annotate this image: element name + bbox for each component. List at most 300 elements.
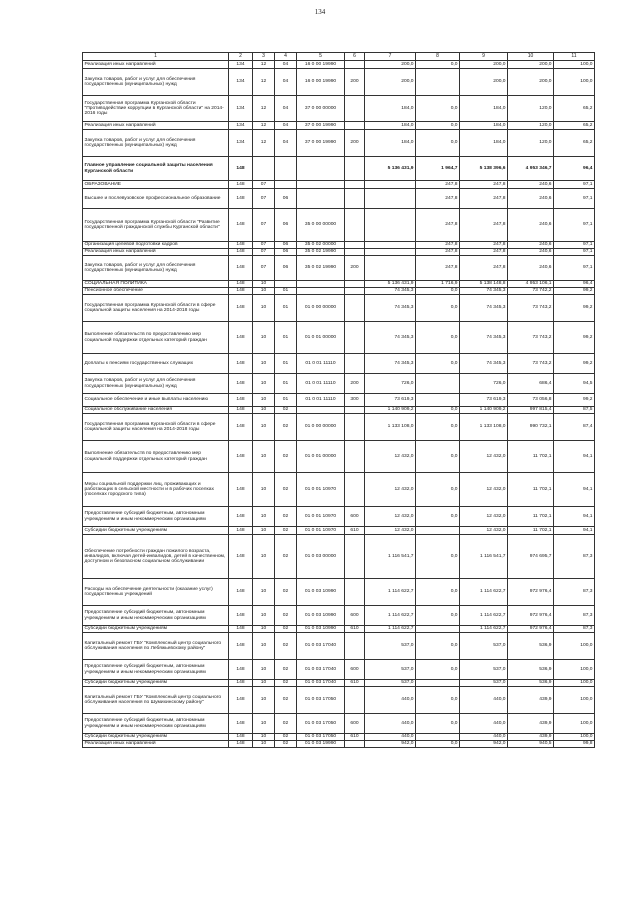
refined-cell: 440,0 xyxy=(460,714,508,734)
approved-cell: 1 116 541,7 xyxy=(365,535,416,579)
percent-cell: 87,3 xyxy=(554,626,595,633)
budget-table xyxy=(82,52,595,748)
section-cell: 10 xyxy=(253,407,275,414)
executed-cell: 4 953 346,7 xyxy=(508,157,554,181)
subsection-cell xyxy=(275,157,297,181)
executed-cell: 536,9 xyxy=(508,660,554,680)
change-cell: 0,0 xyxy=(416,741,460,748)
section-cell: 10 xyxy=(253,535,275,579)
row-name-cell: Государственная программа Курганской области в сфере социальной защиты населения на 2014-2018 годы xyxy=(83,295,229,322)
change-cell: 0,0 xyxy=(416,122,460,130)
table-row xyxy=(83,157,595,181)
executed-cell: 120,0 xyxy=(508,122,554,130)
percent-cell: 100,0 xyxy=(554,69,595,96)
subsection-cell: 01 xyxy=(275,295,297,322)
table-row xyxy=(83,680,595,687)
refined-cell: 74 345,3 xyxy=(460,354,508,374)
section-cell: 10 xyxy=(253,394,275,407)
expense-type-cell: 200 xyxy=(345,69,365,96)
row-name-cell: Реализация иных направлений xyxy=(83,61,229,69)
change-cell: 0,0 xyxy=(416,295,460,322)
section-cell: 07 xyxy=(253,189,275,209)
ministry-code-cell: 148 xyxy=(229,354,253,374)
percent-cell: 87,4 xyxy=(554,414,595,441)
expense-type-cell: 610 xyxy=(345,527,365,535)
table-row xyxy=(83,407,595,414)
expense-type-cell xyxy=(345,741,365,748)
target-article-cell: 01 0 01 00000 xyxy=(297,441,345,473)
section-cell: 10 xyxy=(253,281,275,288)
ministry-code-cell: 148 xyxy=(229,242,253,249)
row-name-cell: Расходы на обеспечение деятельности (оказание услуг) государственных учреждений xyxy=(83,579,229,606)
percent-cell: 97,1 xyxy=(554,181,595,189)
percent-cell: 100,0 xyxy=(554,61,595,69)
change-cell: 247,8 xyxy=(416,256,460,281)
section-cell: 12 xyxy=(253,96,275,122)
executed-cell: 240,6 xyxy=(508,181,554,189)
section-cell: 10 xyxy=(253,734,275,741)
expense-type-cell xyxy=(345,61,365,69)
section-cell xyxy=(253,157,275,181)
expense-type-cell: 600 xyxy=(345,507,365,527)
row-name-cell: Социальное обеспечение и иные выплаты населению xyxy=(83,394,229,407)
expense-type-cell: 600 xyxy=(345,606,365,626)
table-row xyxy=(83,281,595,288)
row-name-cell: Обеспечение потребности граждан пожилого возраста, инвалидов, включая детей-инвалидов, детей в качественном, доступном и безопасном социальном обслуживании xyxy=(83,535,229,579)
refined-cell: 440,0 xyxy=(460,687,508,714)
change-cell xyxy=(416,69,460,96)
table-row xyxy=(83,633,595,660)
expense-type-cell: 300 xyxy=(345,394,365,407)
target-article-cell: 01 0 03 17040 xyxy=(297,633,345,660)
refined-cell: 1 133 108,0 xyxy=(460,414,508,441)
row-name-cell: Выполнение обязательств по предоставлению мер социальной поддержки отдельных категорий граждан xyxy=(83,322,229,354)
refined-cell: 73 619,3 xyxy=(460,394,508,407)
target-article-cell: 01 0 01 11110 xyxy=(297,394,345,407)
row-name-cell: Реализация иных направлений xyxy=(83,122,229,130)
executed-cell: 972 976,4 xyxy=(508,626,554,633)
column-header: 2 xyxy=(229,53,253,61)
ministry-code-cell: 148 xyxy=(229,535,253,579)
percent-cell: 99,2 xyxy=(554,295,595,322)
column-header: 1 xyxy=(83,53,229,61)
target-article-cell: 01 0 03 17050 xyxy=(297,687,345,714)
approved-cell xyxy=(365,189,416,209)
target-article-cell xyxy=(297,189,345,209)
expense-type-cell xyxy=(345,281,365,288)
subsection-cell: 04 xyxy=(275,61,297,69)
target-article-cell xyxy=(297,181,345,189)
approved-cell: 537,0 xyxy=(365,633,416,660)
section-cell: 10 xyxy=(253,354,275,374)
approved-cell: 184,0 xyxy=(365,130,416,157)
target-article-cell: 37 0 00 19990 xyxy=(297,122,345,130)
expense-type-cell xyxy=(345,579,365,606)
percent-cell: 100,0 xyxy=(554,660,595,680)
section-cell: 07 xyxy=(253,209,275,242)
subsection-cell: 02 xyxy=(275,734,297,741)
refined-cell: 247,8 xyxy=(460,249,508,256)
percent-cell: 99,8 xyxy=(554,741,595,748)
row-name-cell: Социальное обслуживание населения xyxy=(83,407,229,414)
change-cell xyxy=(416,680,460,687)
section-cell: 12 xyxy=(253,69,275,96)
change-cell: 247,8 xyxy=(416,181,460,189)
target-article-cell xyxy=(297,407,345,414)
change-cell: 0,0 xyxy=(416,414,460,441)
approved-cell: 12 432,0 xyxy=(365,527,416,535)
column-header: 6 xyxy=(345,53,365,61)
percent-cell: 87,5 xyxy=(554,407,595,414)
table-row xyxy=(83,96,595,122)
expense-type-cell xyxy=(345,122,365,130)
ministry-code-cell: 148 xyxy=(229,687,253,714)
row-name-cell: Государственная программа Курганской области в сфере социальной защиты населения на 2014-2018 годы xyxy=(83,414,229,441)
subsection-cell: 02 xyxy=(275,527,297,535)
section-cell: 12 xyxy=(253,61,275,69)
expense-type-cell xyxy=(345,407,365,414)
target-article-cell: 01 0 00 00000 xyxy=(297,414,345,441)
expense-type-cell xyxy=(345,633,365,660)
row-name-cell: Высшее и послевузовское профессиональное образование xyxy=(83,189,229,209)
column-header: 4 xyxy=(275,53,297,61)
expense-type-cell xyxy=(345,354,365,374)
ministry-code-cell: 134 xyxy=(229,130,253,157)
executed-cell: 120,0 xyxy=(508,96,554,122)
subsection-cell: 01 xyxy=(275,394,297,407)
subsection-cell: 06 xyxy=(275,189,297,209)
subsection-cell: 01 xyxy=(275,322,297,354)
subsection-cell: 02 xyxy=(275,606,297,626)
refined-cell: 247,8 xyxy=(460,242,508,249)
percent-cell: 99,2 xyxy=(554,354,595,374)
target-article-cell: 01 0 03 10990 xyxy=(297,579,345,606)
row-name-cell: Капитальный ремонт ГБУ "Комплексный центр социального обслуживания населения по Лебяжьевскому району" xyxy=(83,633,229,660)
executed-cell: 974 695,7 xyxy=(508,535,554,579)
executed-cell: 200,0 xyxy=(508,69,554,96)
percent-cell: 94,5 xyxy=(554,374,595,394)
expense-type-cell xyxy=(345,181,365,189)
change-cell: 0,0 xyxy=(416,579,460,606)
table-row xyxy=(83,181,595,189)
section-cell: 10 xyxy=(253,579,275,606)
change-cell: 247,8 xyxy=(416,242,460,249)
executed-cell: 536,9 xyxy=(508,633,554,660)
subsection-cell: 01 xyxy=(275,374,297,394)
executed-cell: 686,4 xyxy=(508,374,554,394)
ministry-code-cell: 148 xyxy=(229,407,253,414)
executed-cell: 972 976,4 xyxy=(508,606,554,626)
approved-cell: 200,0 xyxy=(365,69,416,96)
approved-cell: 1 114 622,7 xyxy=(365,626,416,633)
subsection-cell: 02 xyxy=(275,680,297,687)
executed-cell: 240,6 xyxy=(508,242,554,249)
expense-type-cell xyxy=(345,249,365,256)
approved-cell xyxy=(365,242,416,249)
refined-cell: 12 432,0 xyxy=(460,441,508,473)
refined-cell: 537,0 xyxy=(460,680,508,687)
percent-cell: 94,1 xyxy=(554,507,595,527)
change-cell: 0,0 xyxy=(416,714,460,734)
column-header: 5 xyxy=(297,53,345,61)
row-name-cell: Предоставление субсидий бюджетным, автономным учреждениям и иным некоммерческим организациям xyxy=(83,660,229,680)
refined-cell: 537,0 xyxy=(460,633,508,660)
percent-cell: 87,3 xyxy=(554,606,595,626)
approved-cell: 12 432,0 xyxy=(365,473,416,507)
ministry-code-cell: 148 xyxy=(229,660,253,680)
subsection-cell: 04 xyxy=(275,96,297,122)
subsection-cell: 02 xyxy=(275,441,297,473)
approved-cell: 5 136 431,9 xyxy=(365,281,416,288)
expense-type-cell xyxy=(345,687,365,714)
refined-cell: 1 116 541,7 xyxy=(460,535,508,579)
approved-cell: 5 136 431,9 xyxy=(365,157,416,181)
refined-cell: 440,0 xyxy=(460,734,508,741)
approved-cell: 12 432,0 xyxy=(365,507,416,527)
refined-cell: 74 345,3 xyxy=(460,288,508,295)
ministry-code-cell: 148 xyxy=(229,281,253,288)
ministry-code-cell: 148 xyxy=(229,734,253,741)
change-cell xyxy=(416,394,460,407)
change-cell: 0,0 xyxy=(416,407,460,414)
table-body xyxy=(83,53,595,748)
executed-cell: 120,0 xyxy=(508,130,554,157)
expense-type-cell: 610 xyxy=(345,626,365,633)
ministry-code-cell: 148 xyxy=(229,473,253,507)
table-row xyxy=(83,535,595,579)
expense-type-cell xyxy=(345,295,365,322)
percent-cell: 65,2 xyxy=(554,96,595,122)
change-cell: 0,0 xyxy=(416,660,460,680)
target-article-cell: 01 0 01 00000 xyxy=(297,322,345,354)
approved-cell: 1 114 622,7 xyxy=(365,579,416,606)
row-name-cell: Организация целевой подготовки кадров xyxy=(83,242,229,249)
table-row xyxy=(83,69,595,96)
ministry-code-cell: 148 xyxy=(229,606,253,626)
ministry-code-cell: 148 xyxy=(229,249,253,256)
ministry-code-cell: 148 xyxy=(229,295,253,322)
subsection-cell: 02 xyxy=(275,741,297,748)
target-article-cell: 01 0 01 10970 xyxy=(297,507,345,527)
ministry-code-cell: 148 xyxy=(229,527,253,535)
percent-cell: 94,1 xyxy=(554,473,595,507)
table-row xyxy=(83,626,595,633)
ministry-code-cell: 148 xyxy=(229,288,253,295)
ministry-code-cell: 148 xyxy=(229,322,253,354)
executed-cell: 240,6 xyxy=(508,189,554,209)
section-cell: 10 xyxy=(253,527,275,535)
target-article-cell: 01 0 03 10990 xyxy=(297,606,345,626)
percent-cell: 97,1 xyxy=(554,209,595,242)
page-number: 134 xyxy=(314,8,326,16)
table-row xyxy=(83,288,595,295)
section-cell: 10 xyxy=(253,473,275,507)
table-row xyxy=(83,441,595,473)
subsection-cell: 06 xyxy=(275,256,297,281)
approved-cell: 942,0 xyxy=(365,741,416,748)
expense-type-cell xyxy=(345,242,365,249)
refined-cell: 74 345,3 xyxy=(460,322,508,354)
expense-type-cell xyxy=(345,322,365,354)
change-cell: 0,0 xyxy=(416,507,460,527)
row-name-cell: Предоставление субсидий бюджетным, автономным учреждениям и иным некоммерческим организациям xyxy=(83,606,229,626)
refined-cell: 247,8 xyxy=(460,209,508,242)
refined-cell: 1 140 909,2 xyxy=(460,407,508,414)
table-row xyxy=(83,249,595,256)
subsection-cell xyxy=(275,281,297,288)
row-name-cell: Субсидии бюджетным учреждениям xyxy=(83,680,229,687)
expense-type-cell: 600 xyxy=(345,660,365,680)
target-article-cell xyxy=(297,157,345,181)
percent-cell: 96,4 xyxy=(554,281,595,288)
table-row xyxy=(83,354,595,374)
change-cell: 1 716,9 xyxy=(416,281,460,288)
table-row xyxy=(83,242,595,249)
table-row xyxy=(83,295,595,322)
percent-cell: 87,3 xyxy=(554,579,595,606)
subsection-cell: 02 xyxy=(275,579,297,606)
subsection-cell: 02 xyxy=(275,535,297,579)
row-name-cell: Выполнение обязательств по предоставлению мер социальной поддержки отдельных категорий граждан xyxy=(83,441,229,473)
ministry-code-cell: 148 xyxy=(229,157,253,181)
section-cell: 10 xyxy=(253,606,275,626)
executed-cell: 11 702,1 xyxy=(508,507,554,527)
ministry-code-cell: 148 xyxy=(229,680,253,687)
refined-cell: 12 432,0 xyxy=(460,527,508,535)
target-article-cell: 01 0 01 11110 xyxy=(297,354,345,374)
approved-cell: 74 345,3 xyxy=(365,322,416,354)
refined-cell: 247,8 xyxy=(460,256,508,281)
row-name-cell: Субсидии бюджетным учреждениям xyxy=(83,527,229,535)
ministry-code-cell: 148 xyxy=(229,507,253,527)
ministry-code-cell: 148 xyxy=(229,374,253,394)
expense-type-cell: 600 xyxy=(345,714,365,734)
target-article-cell: 01 0 03 17040 xyxy=(297,680,345,687)
table-row xyxy=(83,374,595,394)
change-cell: 247,8 xyxy=(416,249,460,256)
table-row xyxy=(83,130,595,157)
percent-cell: 99,2 xyxy=(554,394,595,407)
table-row xyxy=(83,660,595,680)
ministry-code-cell: 148 xyxy=(229,714,253,734)
expense-type-cell xyxy=(345,535,365,579)
table-row xyxy=(83,507,595,527)
row-name-cell: Закупка товаров, работ и услуг для обеспечения государственных (муниципальных) нужд xyxy=(83,256,229,281)
table-row xyxy=(83,741,595,748)
section-cell: 10 xyxy=(253,441,275,473)
column-header: 7 xyxy=(365,53,416,61)
subsection-cell: 02 xyxy=(275,507,297,527)
target-article-cell: 35 0 02 19990 xyxy=(297,249,345,256)
change-cell: 247,8 xyxy=(416,209,460,242)
refined-cell: 184,0 xyxy=(460,122,508,130)
section-cell: 12 xyxy=(253,130,275,157)
subsection-cell: 06 xyxy=(275,242,297,249)
change-cell: 0,0 xyxy=(416,322,460,354)
percent-cell: 94,1 xyxy=(554,527,595,535)
expense-type-cell xyxy=(345,157,365,181)
change-cell: 0,0 xyxy=(416,354,460,374)
expense-type-cell xyxy=(345,189,365,209)
row-name-cell: Закупка товаров, работ и услуг для обеспечения государственных (муниципальных) нужд xyxy=(83,69,229,96)
refined-cell: 12 432,0 xyxy=(460,473,508,507)
percent-cell: 65,2 xyxy=(554,122,595,130)
table-row xyxy=(83,579,595,606)
executed-cell: 439,9 xyxy=(508,687,554,714)
approved-cell: 440,0 xyxy=(365,687,416,714)
section-cell: 10 xyxy=(253,680,275,687)
section-cell: 07 xyxy=(253,181,275,189)
executed-cell: 990 732,1 xyxy=(508,414,554,441)
change-cell xyxy=(416,626,460,633)
table-row xyxy=(83,189,595,209)
approved-cell: 726,0 xyxy=(365,374,416,394)
refined-cell: 12 432,0 xyxy=(460,507,508,527)
change-cell: 0,0 xyxy=(416,633,460,660)
subsection-cell: 01 xyxy=(275,288,297,295)
target-article-cell xyxy=(297,281,345,288)
subsection-cell: 02 xyxy=(275,660,297,680)
executed-cell: 200,0 xyxy=(508,61,554,69)
table-row xyxy=(83,394,595,407)
refined-cell: 200,0 xyxy=(460,69,508,96)
refined-cell: 1 114 622,7 xyxy=(460,606,508,626)
expense-type-cell: 200 xyxy=(345,374,365,394)
target-article-cell: 16 0 00 19990 xyxy=(297,69,345,96)
ministry-code-cell: 148 xyxy=(229,441,253,473)
percent-cell: 87,3 xyxy=(554,535,595,579)
percent-cell: 100,0 xyxy=(554,687,595,714)
change-cell: 247,8 xyxy=(416,189,460,209)
row-name-cell: Доплаты к пенсиям государственных служащих xyxy=(83,354,229,374)
target-article-cell: 16 0 00 19990 xyxy=(297,61,345,69)
change-cell: 0,0 xyxy=(416,606,460,626)
section-cell: 10 xyxy=(253,414,275,441)
section-cell: 10 xyxy=(253,633,275,660)
table-row xyxy=(83,209,595,242)
percent-cell: 100,0 xyxy=(554,633,595,660)
refined-cell: 1 114 622,7 xyxy=(460,626,508,633)
executed-cell: 997 815,4 xyxy=(508,407,554,414)
approved-cell: 1 114 622,7 xyxy=(365,606,416,626)
target-article-cell: 37 0 00 00000 xyxy=(297,96,345,122)
table-row xyxy=(83,687,595,714)
executed-cell: 240,6 xyxy=(508,249,554,256)
row-name-cell: Государственная программа Курганской области "Развитие государственной гражданской службы Курганской области" xyxy=(83,209,229,242)
expense-type-cell xyxy=(345,209,365,242)
approved-cell xyxy=(365,209,416,242)
percent-cell: 99,2 xyxy=(554,322,595,354)
change-cell: 0,0 xyxy=(416,687,460,714)
section-cell: 10 xyxy=(253,626,275,633)
percent-cell: 100,0 xyxy=(554,680,595,687)
section-cell: 07 xyxy=(253,256,275,281)
change-cell: 0,0 xyxy=(416,473,460,507)
expense-type-cell: 200 xyxy=(345,130,365,157)
percent-cell: 97,1 xyxy=(554,189,595,209)
section-cell: 07 xyxy=(253,249,275,256)
change-cell xyxy=(416,527,460,535)
executed-cell: 439,9 xyxy=(508,714,554,734)
subsection-cell: 02 xyxy=(275,714,297,734)
approved-cell: 1 133 108,0 xyxy=(365,414,416,441)
ministry-code-cell: 134 xyxy=(229,122,253,130)
section-cell: 10 xyxy=(253,660,275,680)
table-row xyxy=(83,606,595,626)
row-name-cell: Меры социальной поддержки лиц, проживающих и работающих в сельской местности и в рабочих поселках (поселках городского типа) xyxy=(83,473,229,507)
section-cell: 10 xyxy=(253,741,275,748)
refined-cell: 942,0 xyxy=(460,741,508,748)
